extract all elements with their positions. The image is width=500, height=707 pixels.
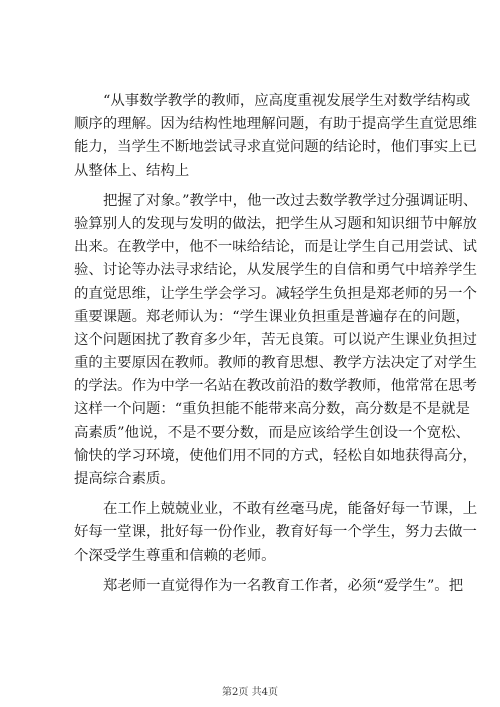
text-line: 好每一堂课，批好每一份作业，教育好每一个学生，努力去做一 (74, 524, 477, 541)
document-body (74, 90, 478, 598)
text-line: 在工作上兢兢业业，不敢有丝毫马虎，能备好每一节课，上 (103, 501, 478, 518)
text-line: 提高综合素质。 (74, 471, 175, 487)
text-line: 验算别人的发现与发明的做法，把学生从习题和知识细节中解放 (74, 215, 477, 232)
text-line: 顺序的理解。因为结构性地理解问题，有助于提高学生直觉思维 (74, 116, 477, 133)
text-line: “从事数学教学的教师，应高度重视发展学生对数学结构或 (103, 93, 471, 109)
text-line: 能力，当学生不断地尝试寻求直觉问题的结论时，他们事实上已 (74, 139, 477, 156)
text-line: 这样一个问题：“重负担能不能带来高分数，高分数是不是就是 (74, 401, 470, 418)
text-line: 的学法。作为中学一名站在教改前沿的数学教师，他常常在思考 (74, 378, 477, 395)
text-line: 郑老师一直觉得作为一名教育工作者，必须“爱学生”。把 (103, 577, 464, 594)
text-line: 出来。在教学中，他不一味给结论，而是让学生自己用尝试、试 (74, 239, 477, 256)
text-line: 重的主要原因在教师。教师的教育思想、教学方法决定了对学生 (74, 355, 477, 372)
text-line: 愉快的学习环境，使他们用不同的方式，轻松自如地获得高分， (74, 447, 477, 464)
text-line: 个深受学生尊重和信赖的老师。 (74, 547, 276, 564)
text-line: 从整体上、结构上 (74, 162, 190, 179)
text-line: 重要课题。郑老师认为：“学生课业负担重是普遍存在的问题， (74, 308, 470, 325)
page-number-footer: 第2页 共4页 (222, 687, 278, 698)
text-line: 高素质”他说，不是不要分数，而是应该给学生创设一个宽松、 (74, 424, 470, 441)
text-line: 把握了对象。”教学中，他一改过去数学教学过分强调证明、 (103, 192, 478, 209)
text-line: 的直觉思维，让学生学会学习。减轻学生负担是郑老师的另一个 (74, 285, 477, 302)
text-line: 验、讨论等办法寻求结论，从发展学生的自信和勇气中培养学生 (74, 262, 477, 279)
text-line: 这个问题困扰了教育多少年，苦无良策。可以说产生课业负担过 (74, 331, 477, 348)
